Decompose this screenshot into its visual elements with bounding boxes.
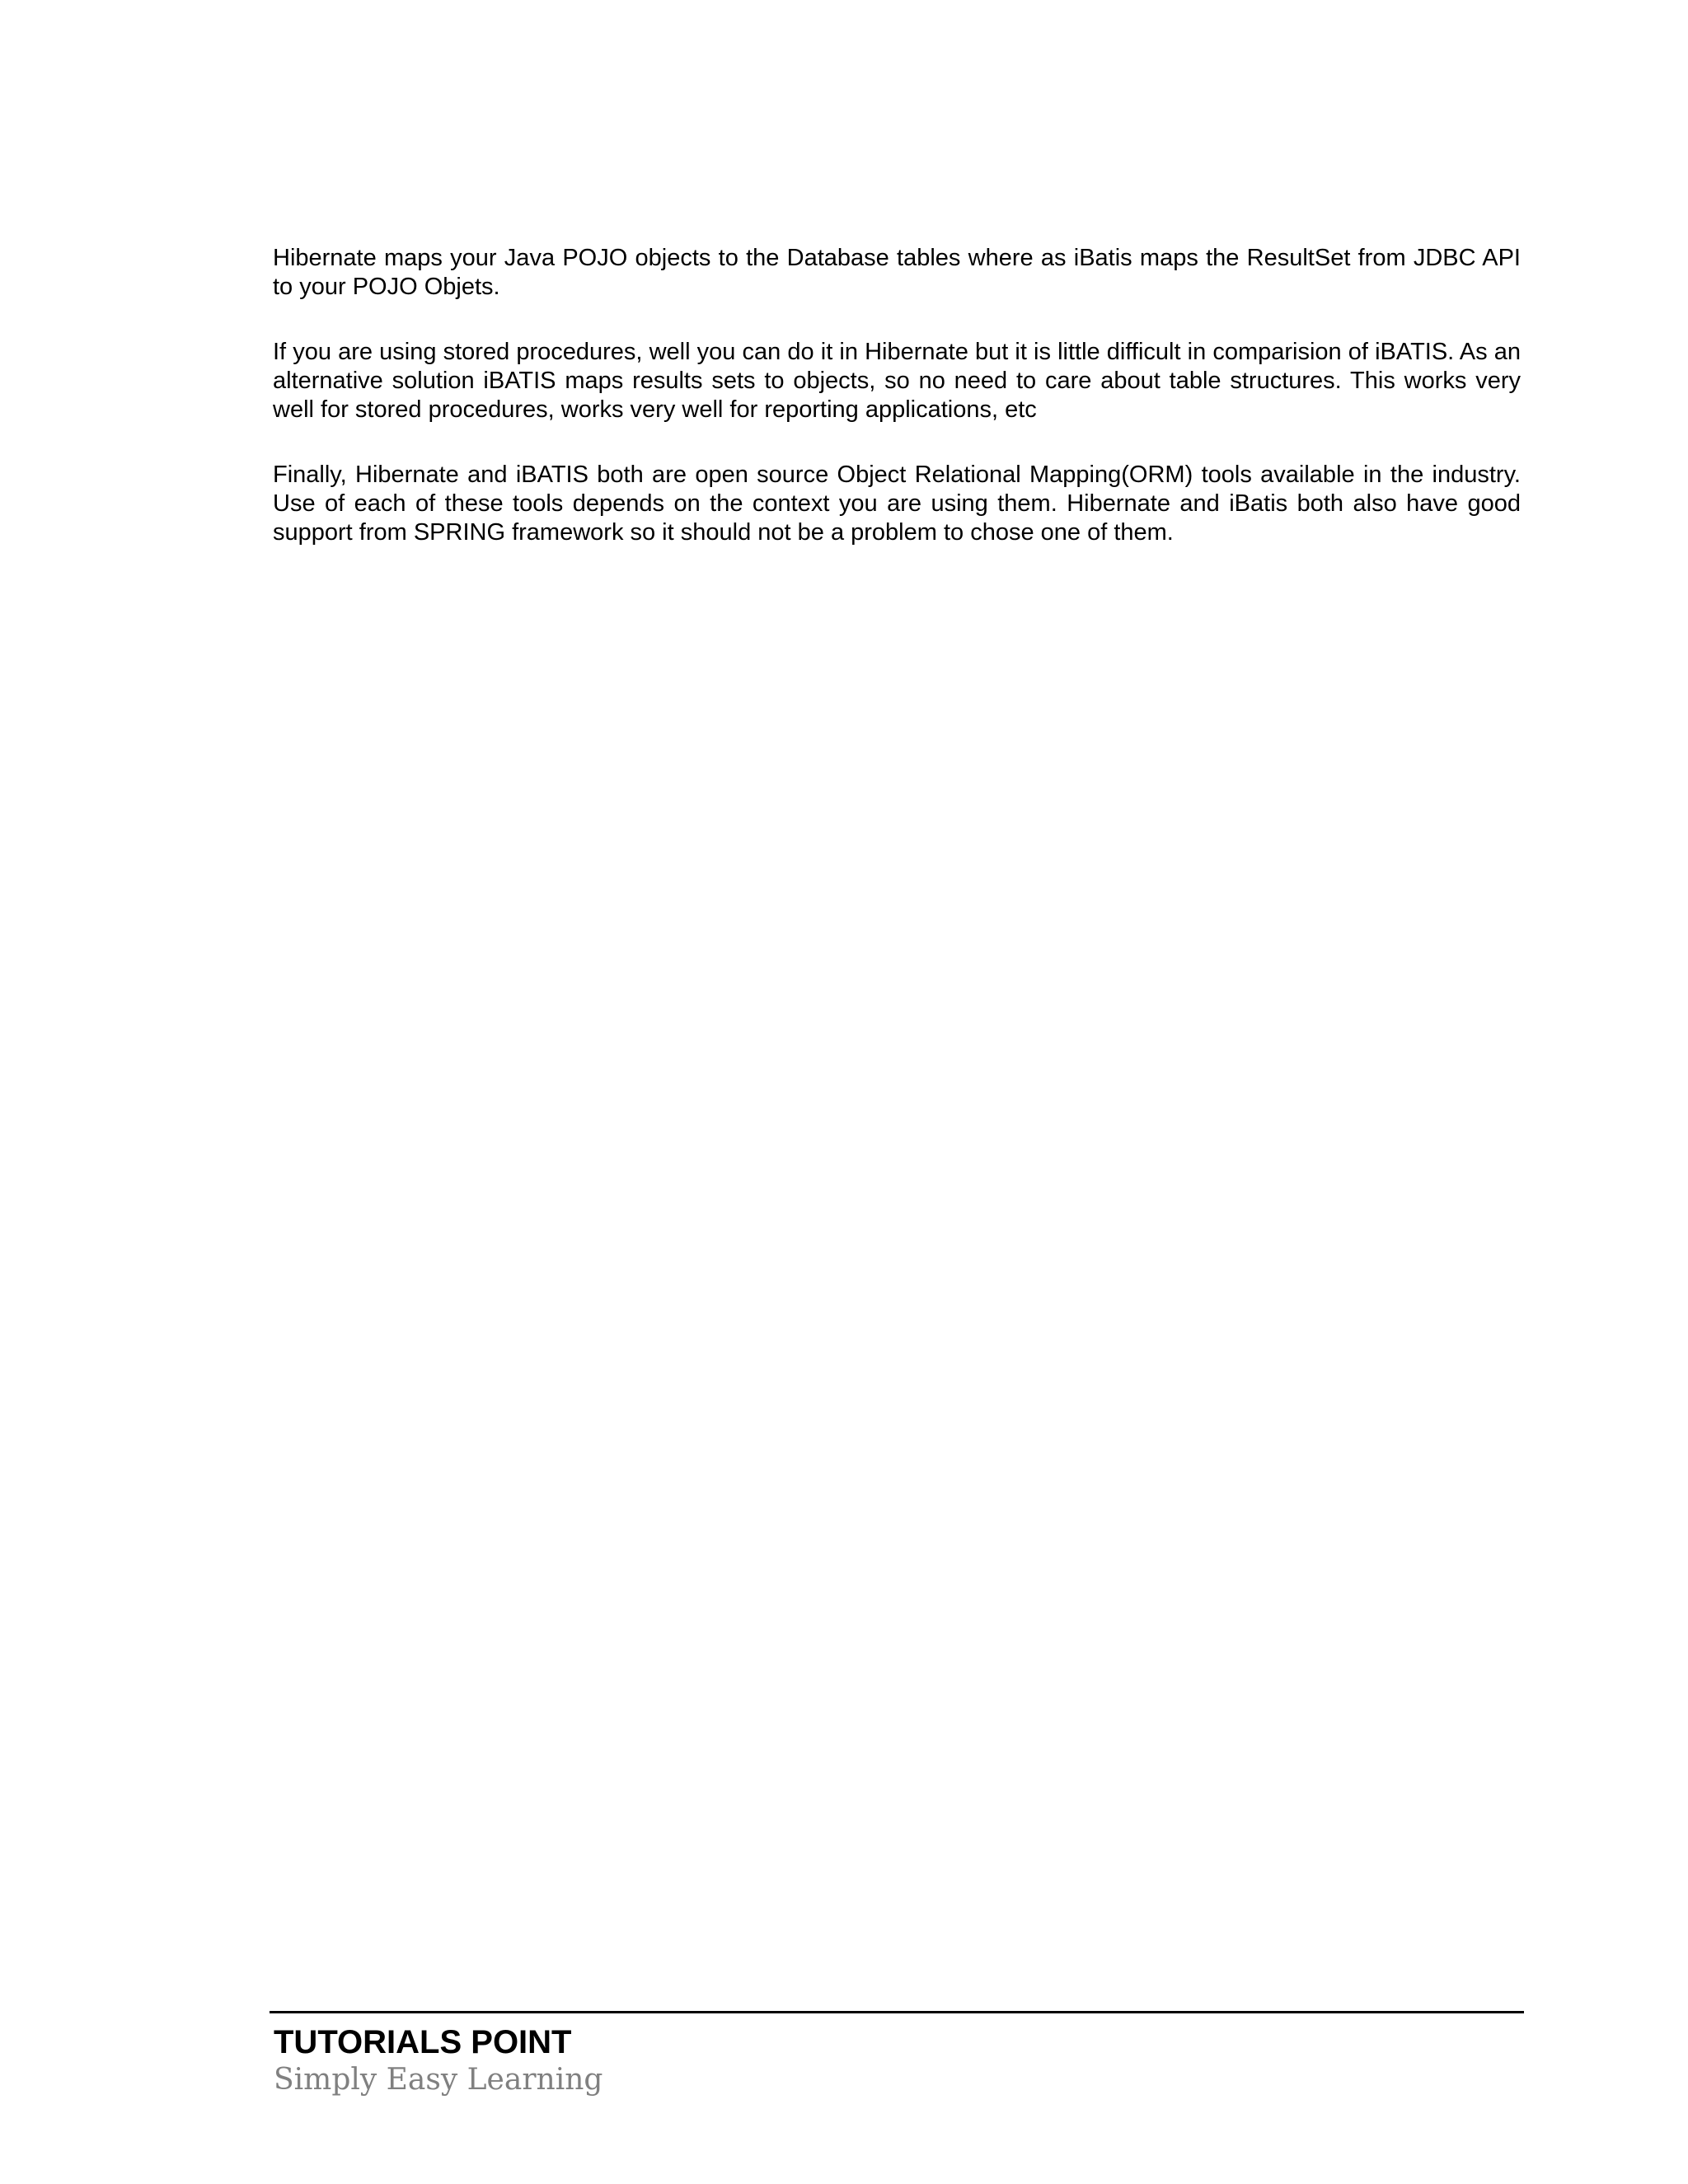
footer-divider — [270, 2011, 1524, 2013]
document-body — [273, 244, 1521, 583]
paragraph-hibernate-vs-ibatis-mapping: Hibernate maps your Java POJO objects to the Database tables where as iBatis maps the ResultSet from JDBC API to your POJO Objets. — [273, 245, 1521, 300]
paragraph-stored-procedures: If you are using stored procedures, well you can do it in Hibernate but it is little difficult in comparision of iBATIS. As an alternative solution iBATIS maps results sets to objects, so no need to care about table structures. This works very well for stored procedures, works very well for reporting applications, etc — [273, 339, 1521, 423]
paragraph-conclusion: Finally, Hibernate and iBATIS both are open source Object Relational Mapping(ORM) tools available in the industry. Use of each of these tools depends on the context you are using them. Hibernate and iBatis both also have good support from SPRING framework so it should not be a problem to chose one of them. — [273, 462, 1521, 546]
page-footer — [270, 2011, 1524, 2098]
footer-brand: TUTORIALS POINT — [274, 2024, 572, 2060]
footer-tagline: Simply Easy Learning — [274, 2063, 603, 2097]
